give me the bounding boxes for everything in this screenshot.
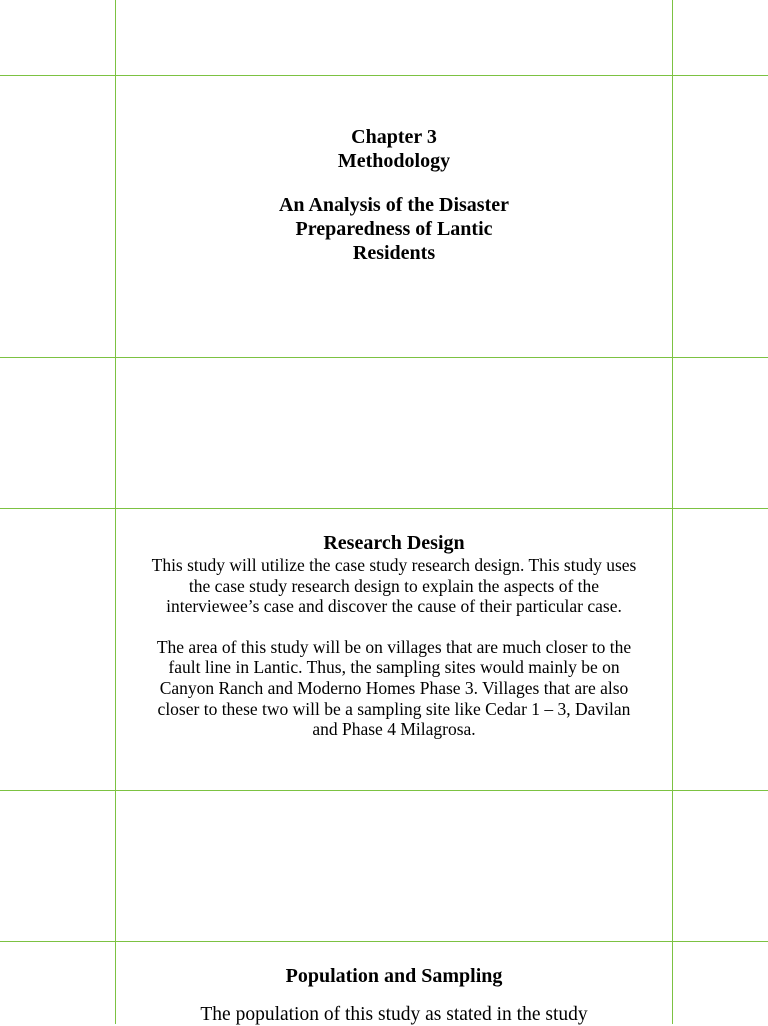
population-sampling-paragraph: The population of this study as stated in the study [200,1004,588,1025]
section-divider [0,790,768,791]
research-design-heading: Research Design [323,532,465,554]
research-design-section [116,531,672,740]
study-title-line: An Analysis of the Disaster [278,194,509,216]
study-title-line: Residents [352,242,436,264]
section-divider [0,357,768,358]
study-title-line: Preparedness of Lantic [295,218,493,240]
section-divider [0,75,768,76]
title-block [116,125,672,265]
research-design-paragraph: This study will utilize the case study research design. This study uses the case study research design to explain the aspects of the interviewee’s case and discover the cause of their particular case. [151,555,637,617]
section-divider [0,941,768,942]
population-sampling-heading: Population and Sampling [285,965,503,987]
chapter-label: Chapter 3 [351,126,437,148]
right-margin-line [672,0,673,1024]
population-sampling-section [116,964,672,1026]
research-design-paragraph: The area of this study will be on villages that are much closer to the fault line in Lantic. Thus, the sampling sites would mainly be on Canyon Ranch and Moderno Homes Phase 3. Villages that are also closer to these two will be a sampling site like Cedar 1 – 3, Davilan and Phase 4 Milagrosa. [156,636,632,740]
section-label: Methodology [337,150,451,172]
section-divider [0,508,768,509]
